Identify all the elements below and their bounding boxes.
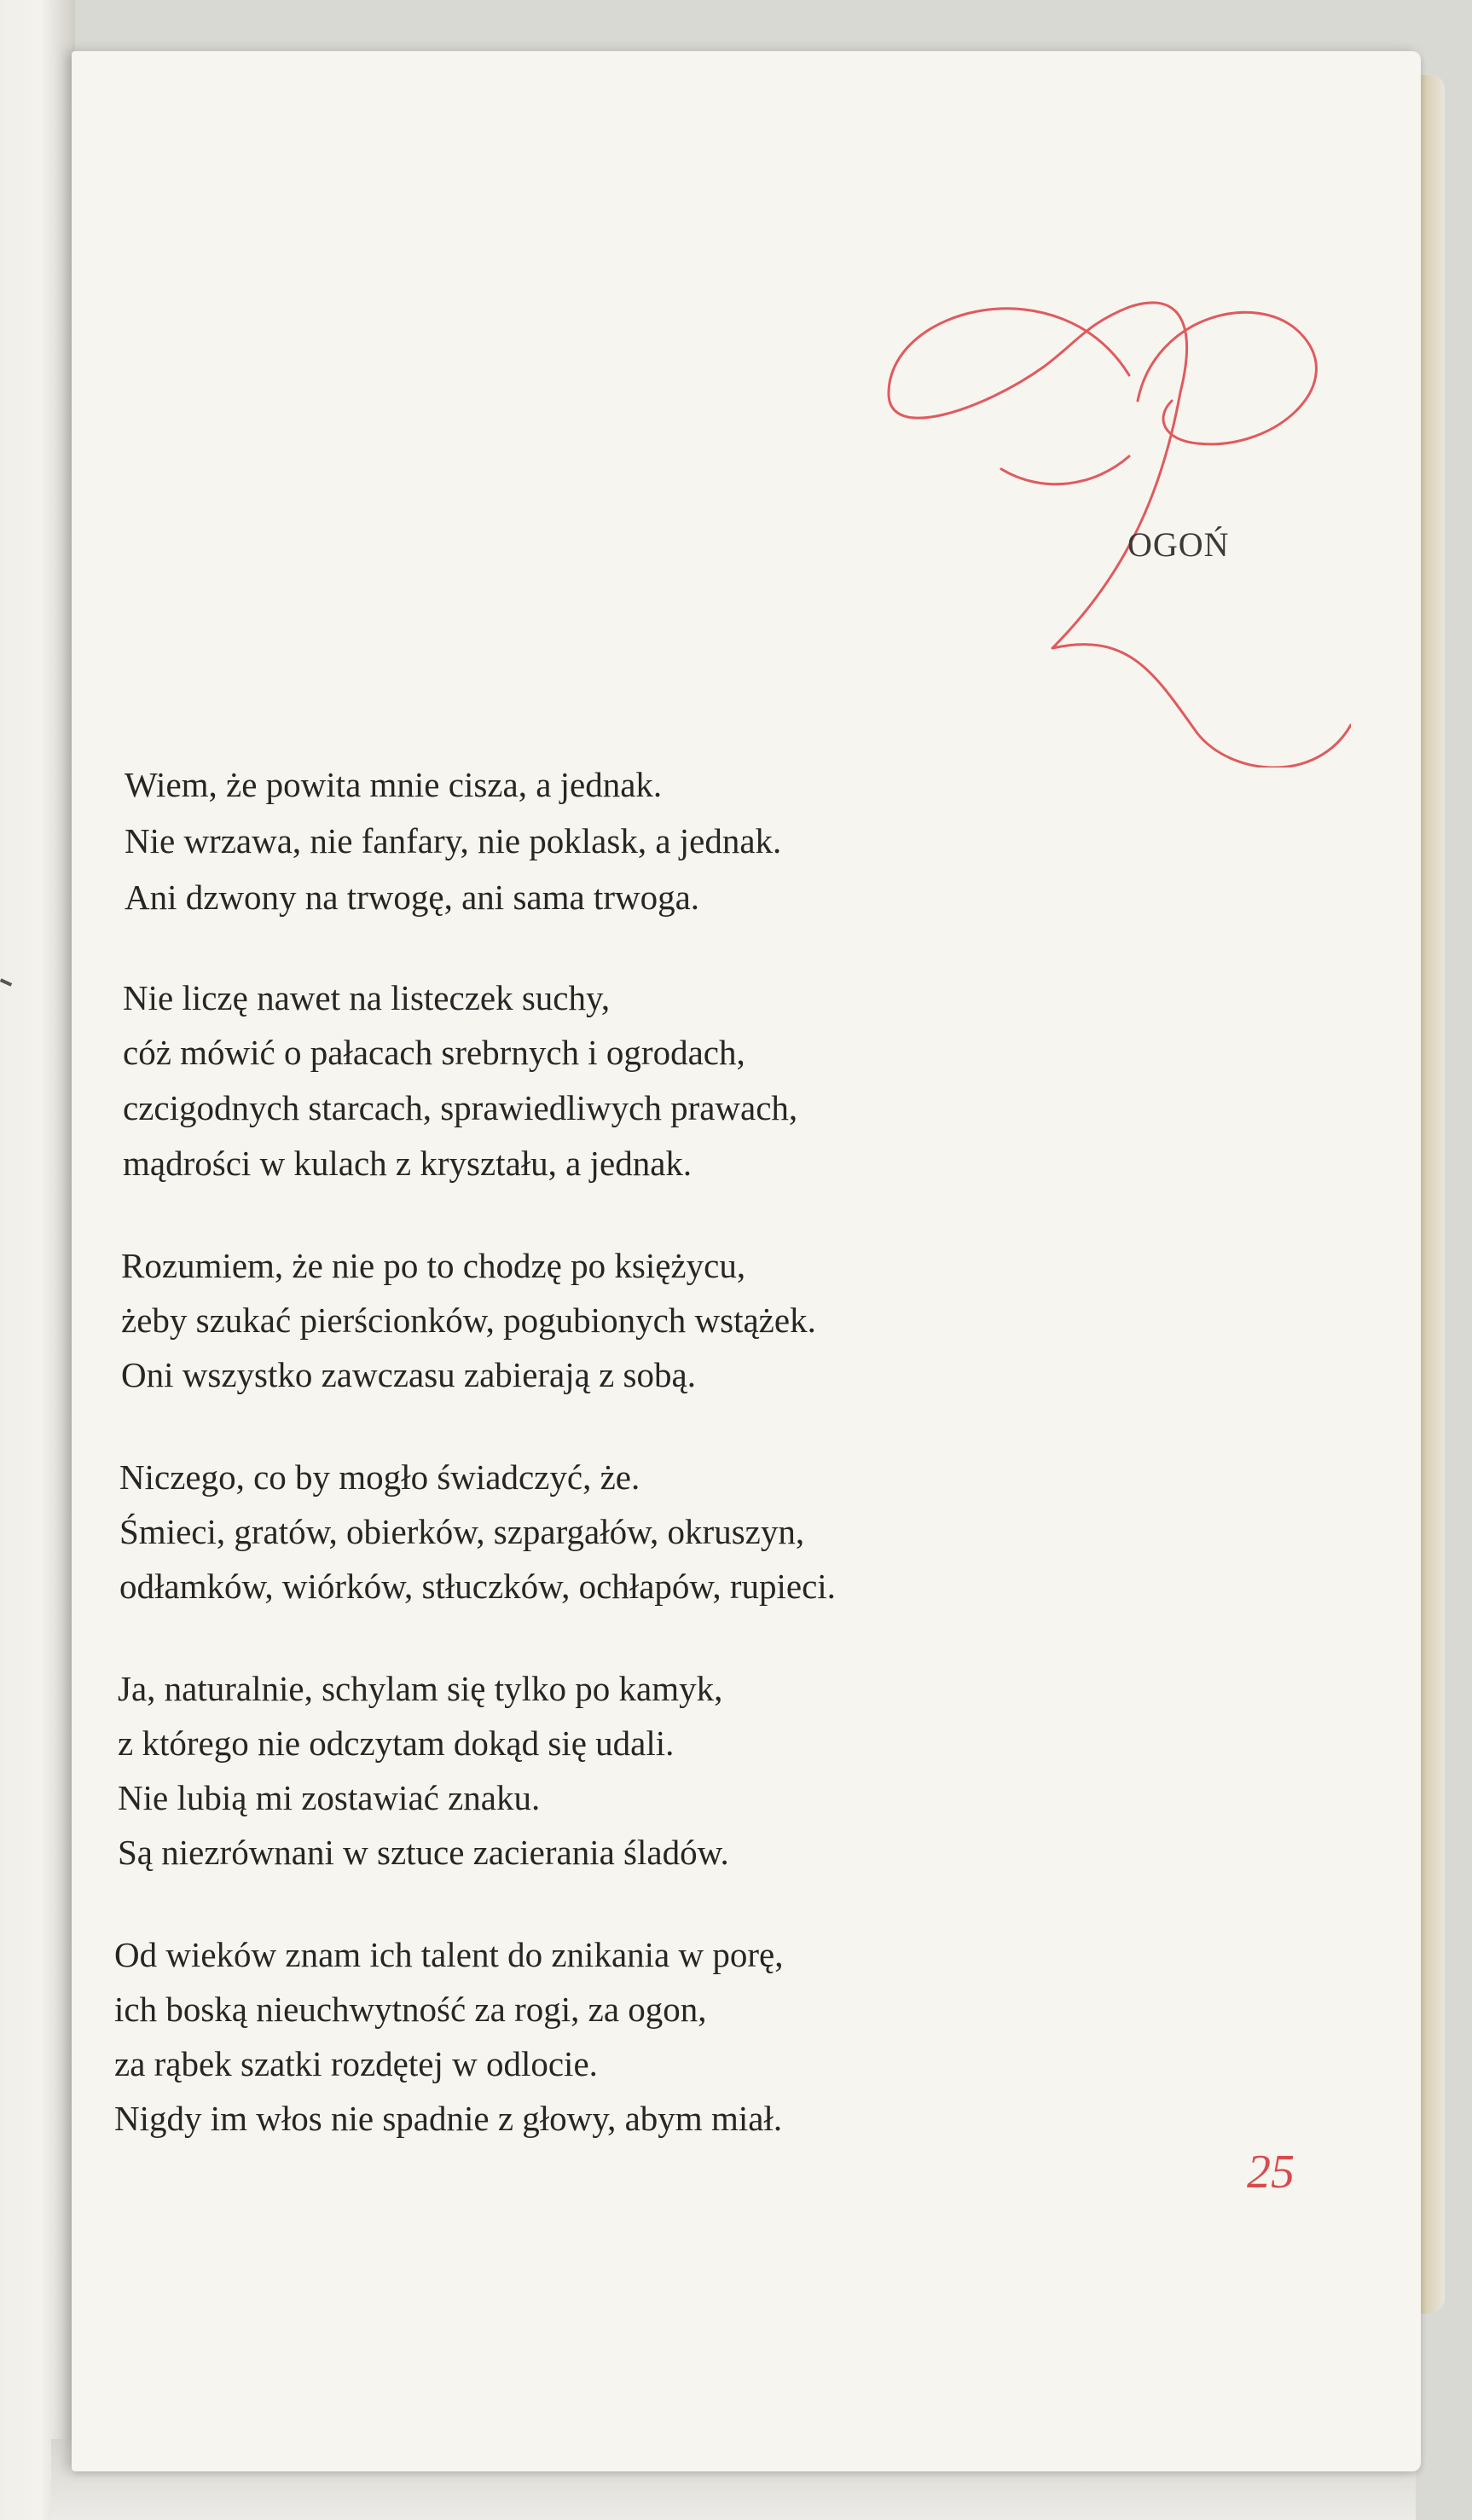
- drop-cap-p: [873, 273, 1351, 768]
- verse-line: Niczego, co by mogło świadczyć, że.: [119, 1457, 640, 1497]
- verse-line: za rąbek szatki rozdętej w odlocie.: [114, 2044, 598, 2083]
- verse-line: Nie lubią mi zostawiać znaku.: [118, 1778, 541, 1817]
- verse-line: Są niezrównani w sztuce zacierania śladów.: [118, 1833, 729, 1872]
- poem-title: OGOŃ: [1127, 525, 1230, 564]
- verse-line: z którego nie odczytam dokąd się udali.: [118, 1723, 675, 1763]
- verse-line: Ja, naturalnie, schylam się tylko po kamyk,: [118, 1669, 723, 1708]
- book-page: [72, 51, 1421, 2471]
- verse-line: cóż mówić o pałacach srebrnych i ogrodach,: [123, 1033, 745, 1072]
- verse-line: czcigodnych starcach, sprawiedliwych prawach,: [123, 1088, 798, 1127]
- verse-line: żeby szukać pierścionków, pogubionych wstążek.: [121, 1301, 816, 1340]
- verse-line: Od wieków znam ich talent do znikania w porę,: [114, 1935, 784, 1974]
- page-number: 25: [1247, 2146, 1295, 2198]
- verse-line: odłamków, wiórków, stłuczków, ochłapów, rupieci.: [119, 1567, 836, 1606]
- verse-line: Oni wszystko zawczasu zabierają z sobą.: [121, 1355, 696, 1394]
- verse-line: Nie wrzawa, nie fanfary, nie poklask, a jednak.: [125, 821, 782, 860]
- verse-line: ich boską nieuchwytność za rogi, za ogon,: [114, 1990, 707, 2029]
- verse-line: mądrości w kulach z kryształu, a jednak.: [123, 1144, 693, 1183]
- verse-line: Wiem, że powita mnie cisza, a jednak.: [125, 765, 663, 804]
- verse-line: Rozumiem, że nie po to chodzę po księżycu,: [121, 1246, 746, 1285]
- verse-line: Nie liczę nawet na listeczek suchy,: [123, 978, 611, 1017]
- verse-line: Ani dzwony na trwogę, ani sama trwoga.: [125, 878, 700, 917]
- verse-line: Nigdy im włos nie spadnie z głowy, abym miał.: [114, 2099, 783, 2138]
- verse-line: Śmieci, gratów, obierków, szpargałów, okruszyn,: [119, 1512, 805, 1551]
- left-page-edge: [0, 0, 75, 2520]
